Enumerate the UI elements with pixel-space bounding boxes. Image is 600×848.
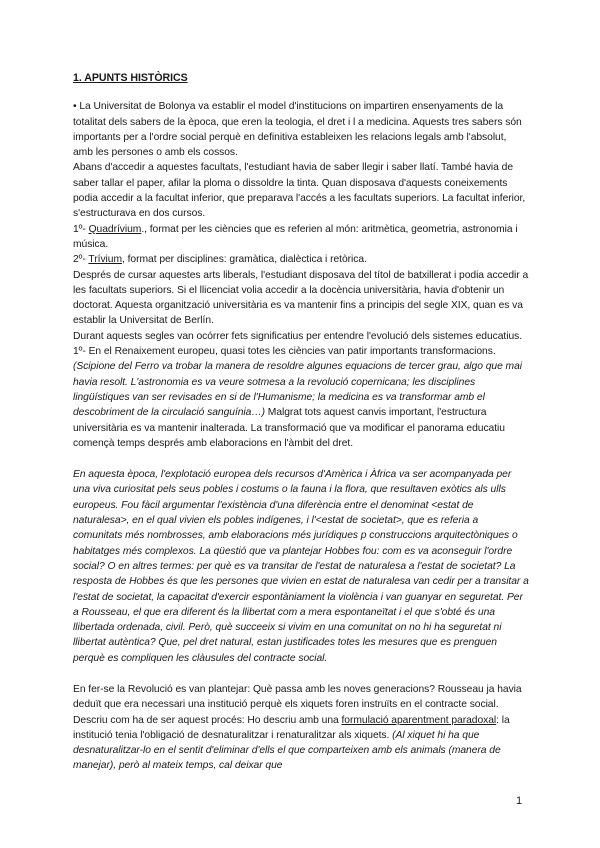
quadrivium-term: Quadrívium [88,223,142,235]
paragraph-quadrivium [73,222,529,253]
renaissance-intro: Durant aquests segles van ocórrer fets significatius per entendre l'evolució dels sistemes educatius. 1º- En el Renaixement europeu, quasi totes les ciències van patir importants transformacions. [73,330,523,358]
document-body [73,71,529,774]
revolution-intro: En fer-se la Revolució es van plantejar: Què passa amb les noves generacions? Rousseau ja havia deduït que era necessari una institució perquè els xiquets foren instruïts en el contracte social. Descriu com ha de ser aquest procés: Ho descriu amb una [73,683,522,726]
revolution-middle: : la institució tenia l'obligació de desnaturalitzar i renaturalitzar als xiquets. [73,714,510,741]
paragraph-revolution [73,682,529,774]
paragraph-trivium [73,252,529,267]
trivium-description: , format per disciplines: gramàtica, dialèctica i retòrica. [122,254,367,266]
section-heading: 1. APUNTS HISTÒRICS [73,72,188,84]
revolution-aside: (Al xiquet hi ha que desnaturalitzar-lo en el sentit d'eliminar d'ells el que comparteixen amb els animals (manera de manejar), però al mateix temps, cal deixar que [73,729,501,772]
trivium-prefix: 2º- [73,254,89,266]
quadrivium-description: ., format per les ciències que es referien al món: aritmètica, geometria, astronomia i música. [73,223,518,250]
paradox-term: formulació aparentment paradoxal [341,714,497,726]
paragraph-bologna: • La Universitat de Bolonya va establir el model d'institucions on impartiren ensenyaments de la totalitat dels sabers de la època, que eren la teologia, el dret i l a medicina. Aquests tres sabers són importants per a l'ordre social perquè en definitiva estableixen les relacions legals amb l'absolut, amb les persones o amb els cossos. [73,101,522,159]
paragraph-access: Abans d'accedir a aquestes facultats, l'estudiant havia de saber llegir i saber llatí. També havia de saber tallar el paper, afilar la ploma o dissoldre la tinta. Quan disposava d'aquests coneixements podia accedir a la facultat inferior, que preparava l'accés a les facultats superiors. La facultat inferior, s'estructurava en dos cursos. [73,162,526,220]
renaissance-examples: (Scipione del Ferro va trobar la manera de resoldre algunes equacions de tercer grau, algo que mai havia resolt. L'astronomia es va veure sotmesa a la revolució copernicana; les disciplines lingüístiques van ser revisades en si de l'Humanisme; la medicina es va transformar amb el descobriment de la circulació sanguínia…) [73,361,522,419]
paragraph-spacer [73,666,529,682]
paragraph-hobbes-rousseau: En aquesta època, l'explotació europea dels recursos d'Amèrica i Àfrica va ser acompanyada per una viva curiositat pels seus pobles i costums o la fauna i la flora, que resultaven exòtics als ulls europeus. Fou fàcil argumentar l'existència d'una diferència entre el denominat <estat de naturalesa>, en el qual vivien els pobles indígenes, i l'<estat de societat>, que es referia a comunitats més nombrosses, amb elaboracions més jurídiques p construccions arquitectòniques o habitatges més complexos. La qüestió que va plantejar Hobbes fou: com es va aconseguir l'ordre social? O en altres termes: per què es va transitar de l'estat de naturalesa a l'estat de societat? La resposta de Hobbes és que les persones que vivien en estat de naturalesa van cedir per a transitar a l'estat de societat, la capacitat d'exercir espontàniament la violència i van guanyar en seguretat. Per a Rousseau, el que era diferent és la llibertat com a mera espontaneïtat i el que s'obté és una llibertada ordenada, civil. Però, què succeeix si vivim en una comunitat on no hi ha seguretat ni llibertat autèntica? Que, pel dret natural, estan justificades totes les mesures que es prenguen perquè es compliquen les clàusules del contracte social. [73,469,529,664]
paragraph-renaissance [73,329,529,451]
quadrivium-prefix: 1º- [73,223,89,235]
paragraph-spacer [73,451,529,467]
paragraph-doctorate: Després de cursar aquestes arts liberals, l'estudiant disposava del títol de batxillerat i podia accedir a les facultats superiors. Si el llicenciat volia accedir a la docència universitària, havia d'obtenir un doctorat. Aquesta organització universitària es va mantenir fins a principis del segle XIX, quan es va establir la Universitat de Berlín. [73,269,529,327]
page-number: 1 [516,795,523,807]
trivium-term: Trívium [88,254,122,266]
renaissance-conclusion: Malgrat tots aquest canvis important, l'estructura universitària es va mantenir inalterada. La transformació que va modificar el panorama educatiu començà temps després amb elaboracions en l'àmbit del dret. [73,407,505,449]
